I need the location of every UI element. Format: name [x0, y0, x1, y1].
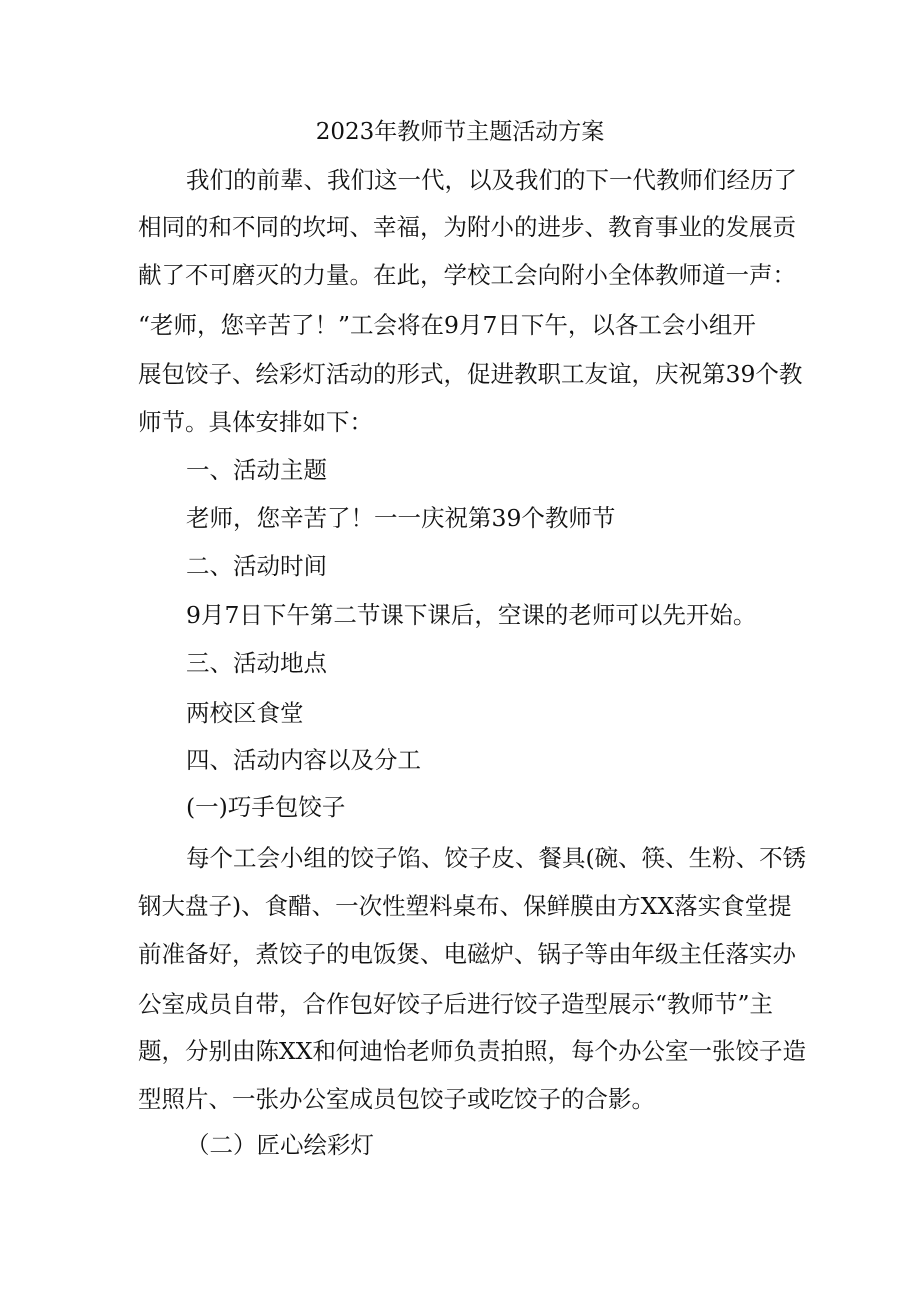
- subsection-line: 型照片、一张办公室成员包饺子或吃饺子的合影。: [138, 1085, 655, 1113]
- intro-line: 我们的前辈、我们这一代，以及我们的下一代教师们经历了: [186, 166, 797, 194]
- subsection-line: 公室成员自带，合作包好饺子后进行饺子造型展示“教师节”主: [138, 990, 774, 1018]
- subsection-heading: (一)巧手包饺子: [186, 793, 346, 821]
- subsection-line: 前准备好，煮饺子的电饭煲、电磁炉、锅子等由年级主任落实办: [138, 940, 796, 968]
- section-heading: 三、活动地点: [186, 649, 327, 677]
- subsection-heading: （二）匠心绘彩灯: [186, 1131, 374, 1159]
- intro-line: 展包饺子、绘彩灯活动的形式，促进教职工友谊，庆祝第39个教: [138, 360, 803, 388]
- section-heading: 二、活动时间: [186, 552, 327, 580]
- document-title: 2023年教师节主题活动方案: [315, 119, 605, 145]
- intro-line: “老师，您辛苦了！”工会将在9月7日下午，以各工会小组开: [138, 311, 756, 339]
- intro-line: 师节。具体安排如下：: [138, 408, 373, 436]
- section-content: 两校区食堂: [186, 699, 304, 727]
- section-content: 老师，您辛苦了！一一庆祝第39个教师节: [186, 504, 616, 532]
- subsection-line: 题，分别由陈XX和何迪怡老师负责拍照，每个办公室一张饺子造: [138, 1037, 806, 1065]
- subsection-line: 每个工会小组的饺子馅、饺子皮、餐具(碗、筷、生粉、不锈: [186, 844, 807, 872]
- intro-line: 相同的和不同的坎坷、幸福，为附小的进步、教育事业的发展贡: [138, 213, 796, 241]
- subsection-line: 钢大盘子)、食醋、一次性塑料桌布、保鲜膜由方XX落实食堂提: [138, 892, 792, 920]
- section-heading: 四、活动内容以及分工: [186, 746, 421, 774]
- section-heading: 一、活动主题: [186, 456, 327, 484]
- intro-line: 献了不可磨灭的力量。在此，学校工会向附小全体教师道一声：: [138, 261, 796, 289]
- section-content: 9月7日下午第二节课下课后，空课的老师可以先开始。: [186, 601, 757, 629]
